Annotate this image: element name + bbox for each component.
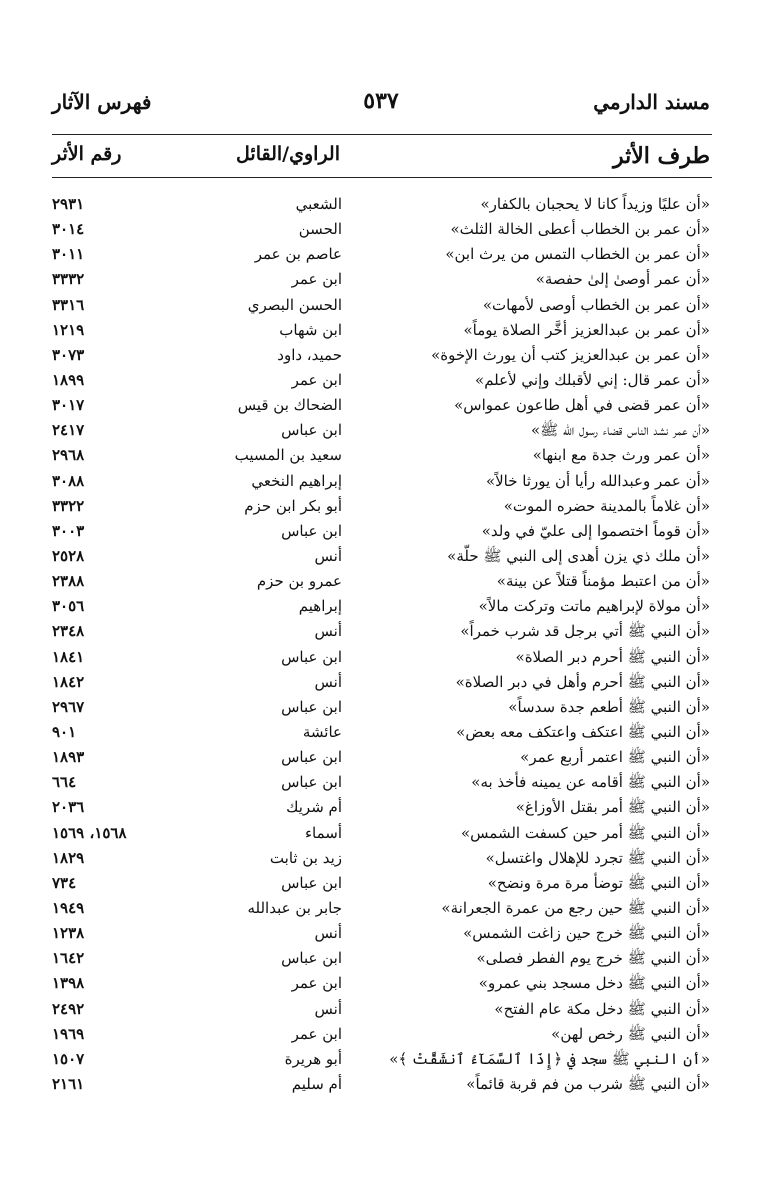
athar-text: «أن النبي ﷺ أقامه عن يمينه فأخذ به» [471,773,710,792]
page-number: ٥٣٧ [363,88,399,114]
athar-text: «أن النبي ﷺ أطعم جدة سدساً» [508,697,710,716]
athar-text: «أن النبي ﷺ خرج يوم الفطر فصلى» [476,949,710,968]
athar-text: «أن عمر بن عبدالعزيز أخَّر الصلاة يوماً» [463,320,710,339]
athar-number: ٣٣١٦ [52,295,85,314]
athar-number: ٣٣٣٢ [52,270,85,289]
athar-text: «أن النبي ﷺ سجد في ﴿إِذَا ٱلسَّمَآءُ ٱنشَقَّتْ ﴾» [389,1049,710,1068]
athar-number: ٢٤٩٢ [52,999,85,1018]
athar-text: «أن عمر وعبدالله رأيا أن يورثا خالاً» [485,471,710,490]
athar-number: ٦٦٤ [52,773,77,792]
athar-text: «أن النبي ﷺ شرب من فم قربة قائماً» [466,1074,710,1093]
narrator-name: ابن شهاب [279,320,342,339]
athar-text: «أن عمر نشد الناس قضاء رسول الله ﷺ» [530,421,710,440]
athar-text: «أن النبي ﷺ توضأ مرة مرة ونضح» [487,873,710,892]
athar-text: «أن عمر قضى في أهل طاعون عمواس» [454,396,710,415]
column-header-number: رقم الأثر [52,143,122,165]
narrator-name: عائشة [302,722,342,741]
book-title: مسند الدارمي [593,90,710,114]
table-row [52,368,712,393]
table-row [52,393,712,418]
narrator-name: ابن عمر [291,270,342,289]
athar-text: «أن النبي ﷺ اعتمر أربع عمر» [520,748,710,767]
narrator-name: ابن عباس [281,748,342,767]
narrator-name: أبو هريرة [284,1049,342,1068]
narrator-name: حميد، داود [277,345,342,364]
athar-number: ٣٠١٤ [52,220,85,239]
narrator-name: أنس [314,622,342,641]
table-row [52,946,712,971]
narrator-name: ابن عمر [291,370,342,389]
athar-number: ١٩٦٩ [52,1024,85,1043]
table-row [52,418,712,443]
athar-text: «أن عمر بن الخطاب التمس من يرث ابن» [445,245,710,264]
table-row [52,343,712,368]
table-row [52,569,712,594]
narrator-name: إبراهيم النخعي [251,471,342,490]
athar-number: ١٨٤١ [52,647,85,666]
athar-number: ١٢٣٨ [52,924,85,943]
athar-number: ١٣٩٨ [52,974,85,993]
index-title: فهرس الآثار [52,90,152,114]
table-row [52,267,712,292]
athar-number: ٢٣٤٨ [52,622,85,641]
narrator-name: أبو بكر ابن حزم [244,496,342,515]
athar-number: ٣٠٥٦ [52,597,85,616]
table-row [52,1022,712,1047]
athar-text: «أن النبي ﷺ أمر حين كسفت الشمس» [460,823,710,842]
column-header-narrator: الراوي/القائل [236,143,340,165]
athar-number: ٢٣٨٨ [52,572,85,591]
narrator-name: أسماء [304,823,342,842]
narrator-name: ابن عباس [281,521,342,540]
table-row [52,695,712,720]
athar-number: ١٥٠٧ [52,1049,85,1068]
athar-number: ١٩٤٩ [52,898,85,917]
table-row [52,795,712,820]
athar-number: ١٦٤٢ [52,949,85,968]
athar-number: ١٨٤٢ [52,672,85,691]
athar-number: ١٨٢٩ [52,848,85,867]
athar-number: ٣٠٨٨ [52,471,85,490]
athar-number: ١٨٩٩ [52,370,85,389]
table-row [52,645,712,670]
athar-text: «أن قوماً اختصموا إلى عليّ في ولد» [481,521,710,540]
table-row [52,242,712,267]
table-row [52,192,712,217]
table-row [52,594,712,619]
narrator-name: ابن عباس [281,773,342,792]
athar-number: ٣٠١٧ [52,396,85,415]
table-row [52,1047,712,1072]
athar-text: «أن عمر بن الخطاب أعطى الخالة الثلث» [450,220,710,239]
table-row [52,544,712,569]
table-row [52,318,712,343]
athar-number: ٢٩٦٧ [52,697,85,716]
athar-text: «أن النبي ﷺ اعتكف واعتكف معه بعض» [456,722,710,741]
athar-number: ٣٠٠٣ [52,521,85,540]
table-row [52,720,712,745]
athar-number: ٢٩٣١ [52,195,85,213]
athar-text: «أن النبي ﷺ أحرم دبر الصلاة» [515,647,710,666]
narrator-name: زيد بن ثابت [269,848,342,867]
table-row [52,469,712,494]
narrator-name: عاصم بن عمر [254,245,342,264]
athar-text: «أن النبي ﷺ حين رجع من عمرة الجعرانة» [441,898,710,917]
table-row [52,443,712,468]
narrator-name: عمرو بن حزم [256,572,342,591]
athar-text: «أن عمر بن عبدالعزيز كتب أن يورث الإخوة» [431,345,710,364]
narrator-name: الشعبي [295,195,342,213]
athar-text: «أن النبي ﷺ رخص لهن» [551,1024,710,1043]
athar-number: ١٥٦٨، ١٥٦٩ [52,823,127,842]
header-rule-bottom [52,177,712,178]
narrator-name: أنس [314,546,342,565]
table-row [52,293,712,318]
athar-number: ٩٠١ [52,722,77,741]
athar-text: «أن النبي ﷺ دخل مكة عام الفتح» [494,999,710,1018]
index-table [52,192,712,1097]
narrator-name: أنس [314,999,342,1018]
narrator-name: سعيد بن المسيب [234,446,342,465]
athar-number: ٢٤١٧ [52,421,85,440]
narrator-name: أم شريك [286,798,342,817]
table-row [52,519,712,544]
athar-text: «أن النبي ﷺ أحرم وأهل في دبر الصلاة» [455,672,710,691]
table-row [52,217,712,242]
narrator-name: الحسن البصري [247,295,342,314]
table-row [52,846,712,871]
narrator-name: ابن عباس [281,697,342,716]
athar-number: ٧٣٤ [52,873,77,892]
table-row [52,670,712,695]
athar-number: ٣٠٧٣ [52,345,85,364]
narrator-name: ابن عمر [291,1024,342,1043]
athar-text: «أن النبي ﷺ أمر بقتل الأوزاغ» [515,798,710,817]
table-row [52,896,712,921]
athar-text: «أن النبي ﷺ خرج حين زاغت الشمس» [463,924,710,943]
narrator-name: إبراهيم [298,597,342,616]
athar-text: «أن مولاة لإبراهيم ماتت وتركت مالاً» [478,597,710,616]
athar-text: «أن النبي ﷺ تجرد للإهلال واغتسل» [485,848,710,867]
athar-number: ٢٥٢٨ [52,546,85,565]
narrator-name: جابر بن عبدالله [247,898,342,917]
table-row [52,1072,712,1097]
athar-text: «أن عمر قال: إني لأقبلك وإني لأعلم» [475,370,710,389]
narrator-name: ابن عباس [281,647,342,666]
athar-text: «أن غلاماً بالمدينة حضره الموت» [503,496,710,515]
narrator-name: الحسن [298,220,342,239]
athar-number: ٢١٦١ [52,1074,85,1093]
athar-text: «أن عمر ورث جدة مع ابنها» [532,446,710,465]
table-row [52,494,712,519]
athar-text: «أن عمر بن الخطاب أوصى لأمهات» [482,295,710,314]
table-row [52,821,712,846]
narrator-name: ابن عباس [281,873,342,892]
narrator-name: أنس [314,924,342,943]
table-row [52,745,712,770]
athar-number: ٢٩٦٨ [52,446,85,465]
narrator-name: الضحاك بن قيس [237,396,342,415]
narrator-name: أنس [314,672,342,691]
table-row [52,971,712,996]
athar-text: «أن النبي ﷺ دخل مسجد بني عمرو» [478,974,710,993]
running-head [52,88,710,122]
athar-text: «أن النبي ﷺ أتي برجل قد شرب خمراً» [460,622,710,641]
athar-text: «أن من اعتبط مؤمناً قتلاً عن بينة» [496,572,710,591]
narrator-name: ابن عباس [281,421,342,440]
athar-number: ١٢١٩ [52,320,85,339]
table-row [52,871,712,896]
athar-number: ٣٣٢٢ [52,496,85,515]
athar-text: «أن عمر أوصىٰ إلىٰ حفصة» [535,270,710,289]
table-row [52,770,712,795]
athar-number: ١٨٩٣ [52,748,85,767]
table-row [52,921,712,946]
athar-number: ٣٠١١ [52,245,85,264]
table-row [52,619,712,644]
header-rule-top [52,134,712,135]
narrator-name: أم سليم [291,1074,342,1093]
athar-text: «أن ملك ذي يزن أهدى إلى النبي ﷺ حلّة» [447,546,710,565]
athar-text: «أن عليًا وزيداً كانا لا يحجبان بالكفار» [480,195,710,213]
column-header-athar: طرف الأثر [612,143,710,169]
narrator-name: ابن عباس [281,949,342,968]
narrator-name: ابن عمر [291,974,342,993]
table-row [52,997,712,1022]
athar-number: ٢٠٣٦ [52,798,85,817]
